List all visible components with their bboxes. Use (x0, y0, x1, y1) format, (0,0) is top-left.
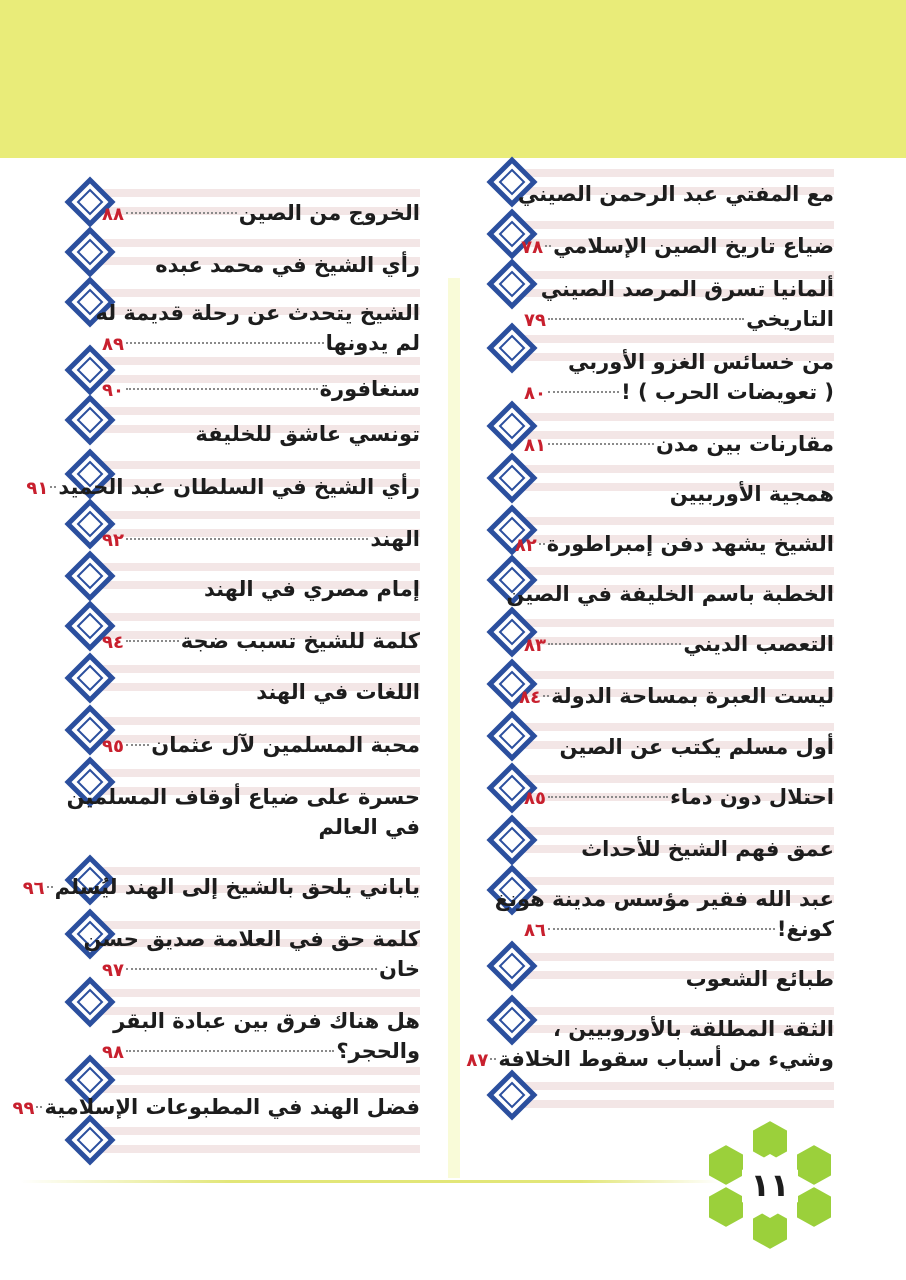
stripe-band (84, 665, 420, 673)
leader-dots (126, 538, 368, 540)
toc-entry-title: وشيء من أسباب سقوط الخلافة (498, 1047, 834, 1071)
leader-dots (543, 695, 549, 697)
toc-entry-title: خان (379, 957, 420, 981)
toc-page-number: ٩٧ (102, 960, 124, 981)
toc-entry-title: ( تعويضات الحرب ) ! (621, 380, 834, 404)
leader-dots (36, 1106, 42, 1108)
leader-dots (548, 318, 744, 320)
toc-entry-title: ضياع تاريخ الصين الإسلامي (553, 234, 834, 258)
toc-entry-lead-line (102, 954, 420, 986)
toc-entry-lead-line (102, 328, 420, 360)
toc-entry-lead-line (524, 429, 834, 461)
leader-dots (126, 342, 324, 344)
diamond-bullet-icon (68, 1118, 112, 1162)
stripe-band (84, 1067, 420, 1075)
toc-entry[interactable] (102, 626, 420, 658)
stripe-band (84, 769, 420, 777)
leader-dots (126, 640, 179, 642)
toc-entry-title: همجية الأوربيين (669, 482, 834, 506)
toc-entry[interactable] (524, 834, 834, 864)
toc-page-number: ٩١ (26, 478, 49, 499)
toc-entry-lead-line (524, 377, 834, 409)
stripe-band (506, 953, 834, 961)
toc-entry[interactable] (524, 274, 834, 336)
stripe-band (506, 723, 834, 731)
toc-entry-title: الشيخ يشهد دفن إمبراطورة (546, 532, 834, 556)
toc-entry[interactable] (22, 872, 420, 904)
stripe-band (506, 169, 834, 177)
top-color-band (0, 0, 906, 158)
toc-page-number: ٨٨ (102, 204, 124, 225)
toc-entry-lead-line (514, 529, 834, 561)
toc-page-number: ٨٤ (519, 687, 542, 708)
stripe-band (506, 1100, 834, 1108)
toc-entry[interactable] (102, 419, 420, 449)
toc-entry[interactable] (102, 677, 420, 707)
stripe-band (506, 413, 834, 421)
stripe-band (84, 717, 420, 725)
stripe-band (506, 517, 834, 525)
toc-page-number: ٩٥ (102, 736, 124, 757)
stripe-band (84, 1127, 420, 1135)
toc-entry[interactable] (494, 884, 834, 946)
toc-entry[interactable] (514, 529, 834, 561)
toc-entry-title: إمام مصري في الهند (203, 577, 420, 601)
toc-page-number: ٨٧ (466, 1050, 489, 1071)
toc-entry-title: طبائع الشعوب (685, 967, 834, 991)
toc-entry[interactable] (26, 472, 420, 504)
leader-dots (490, 1058, 496, 1060)
leader-dots (47, 886, 53, 888)
toc-entry-title: كلمة حق في العلامة صديق حسن (83, 927, 420, 951)
toc-entry-lead-line (26, 472, 420, 504)
toc-page-number: ٨٠ (524, 383, 546, 404)
toc-entry-title: لم يدونها (325, 331, 420, 355)
column-divider (448, 278, 460, 1178)
toc-entry[interactable] (524, 782, 834, 814)
toc-entry-title: حسرة على ضياع أوقاف المسلمين (66, 785, 420, 809)
toc-entry-title: والحجر؟ (336, 1039, 420, 1063)
toc-entry-title: رأي الشيخ في السلطان عبد الحميد (58, 475, 420, 499)
toc-page-number: ٩٠ (102, 380, 124, 401)
toc-page-number: ٨٥ (524, 788, 546, 809)
toc-entry-title: فضل الهند في المطبوعات الإسلامية (44, 1095, 420, 1119)
page-number-badge (690, 1110, 850, 1260)
leader-dots (126, 968, 377, 970)
toc-entry[interactable] (102, 730, 420, 762)
stripe-band (84, 189, 420, 197)
toc-page-number: ٨٦ (524, 920, 546, 941)
leader-dots (126, 744, 149, 746)
toc-page-number: ٩٨ (102, 1042, 124, 1063)
leader-dots (50, 486, 56, 488)
toc-entry[interactable] (524, 964, 834, 994)
stripe-band (84, 563, 420, 571)
leader-dots (539, 543, 545, 545)
leader-dots (126, 388, 318, 390)
toc-entry-title: كونغ! (776, 917, 834, 941)
toc-entry[interactable] (524, 429, 834, 461)
stripe-band (84, 461, 420, 469)
toc-entry-lead-line (22, 872, 420, 904)
bottom-rule (20, 1180, 720, 1183)
toc-entry-title: محبة المسلمين لآل عثمان (151, 733, 420, 757)
toc-entry[interactable] (102, 374, 420, 406)
toc-entry-title: عبد الله فقير مؤسس مدينة هونغ (494, 887, 834, 911)
toc-entry[interactable] (95, 298, 420, 360)
toc-entry[interactable] (83, 924, 420, 986)
toc-entry[interactable] (521, 231, 834, 263)
stripe-band (506, 619, 834, 627)
toc-entry-title: عمق فهم الشيخ للأحداث (581, 837, 834, 861)
toc-entry-lead-line (524, 782, 834, 814)
stripe-band (506, 465, 834, 473)
toc-entry[interactable] (102, 574, 420, 604)
stripe-band (84, 989, 420, 997)
toc-page-number: ٨٢ (514, 535, 537, 556)
toc-entry-title: ألمانيا تسرق المرصد الصيني (540, 277, 834, 301)
toc-page-number: ٧٩ (524, 310, 546, 331)
stripe-band (506, 671, 834, 679)
toc-entry-lead-line (519, 681, 834, 713)
leader-dots (545, 245, 551, 247)
toc-page-number: ٨٩ (102, 334, 124, 355)
stripe-band (84, 239, 420, 247)
toc-entry[interactable] (524, 479, 834, 509)
toc-entry[interactable] (519, 681, 834, 713)
toc-entry-title: هل هناك فرق بين عبادة البقر (113, 1009, 420, 1033)
toc-entry-title: أول مسلم يكتب عن الصين (559, 735, 834, 759)
stripe-band (84, 613, 420, 621)
toc-entry[interactable] (506, 579, 834, 609)
toc-page-number: ٩٤ (102, 632, 124, 653)
toc-entry-title: التعصب الديني (683, 632, 834, 656)
toc-entry[interactable] (524, 629, 834, 661)
leader-dots (548, 391, 619, 393)
stripe-band (84, 407, 420, 415)
toc-entry-lead-line (102, 524, 420, 556)
stripe-band (84, 1145, 420, 1153)
toc-entry-title: مقارنات بين مدن (656, 432, 834, 456)
toc-entry-title: الشيخ يتحدث عن رحلة قديمة له (95, 301, 420, 325)
toc-entry[interactable] (524, 732, 834, 762)
leader-dots (126, 212, 237, 214)
toc-entry-lead-line (524, 629, 834, 661)
leader-dots (548, 928, 775, 930)
toc-entry-title: سنغافورة (319, 377, 420, 401)
stripe-band (506, 567, 834, 575)
toc-entry-title: تونسي عاشق للخليفة (195, 422, 420, 446)
toc-entry[interactable] (524, 347, 834, 409)
toc-entry-title: الهند (370, 527, 420, 551)
leader-dots (548, 443, 654, 445)
leader-dots (548, 796, 668, 798)
toc-page-number: ٨٣ (524, 635, 546, 656)
toc-entry-title: في العالم (318, 815, 420, 839)
toc-entry-lead-line (521, 231, 834, 263)
toc-entry[interactable] (466, 1014, 834, 1076)
toc-entry-lead-line (524, 304, 834, 336)
toc-entry[interactable] (517, 179, 834, 209)
toc-page-number: ٨١ (524, 435, 546, 456)
toc-entry-title: مع المفتي عبد الرحمن الصيني (517, 182, 834, 206)
toc-entry-lead-line (102, 198, 420, 230)
toc-entry[interactable] (102, 1006, 420, 1068)
toc-entry-title: احتلال دون دماء (670, 785, 834, 809)
toc-page-number: ٩٢ (102, 530, 124, 551)
toc-entry-title: اللغات في الهند (256, 680, 420, 704)
toc-entry-title: رأي الشيخ في محمد عبده (155, 253, 420, 277)
toc-entry-lead-line (102, 626, 420, 658)
toc-entry-title: الثقة المطلقة بالأوروبيين ، (553, 1017, 834, 1041)
stripe-band (506, 1082, 834, 1090)
toc-entry-title: كلمة للشيخ تسبب ضجة (180, 629, 420, 653)
toc-entry-title: التاريخي (746, 307, 834, 331)
toc-entry-title: ليست العبرة بمساحة الدولة (551, 684, 834, 708)
stripe-band (84, 289, 420, 297)
toc-entry-title: من خسائس الغزو الأوربي (568, 350, 834, 374)
stripe-band (84, 511, 420, 519)
toc-entry-lead-line (12, 1092, 420, 1124)
page-number: ١١ (750, 1166, 790, 1204)
toc-entry[interactable] (102, 524, 420, 556)
stripe-band (506, 221, 834, 229)
leader-dots (126, 1050, 334, 1052)
toc-entry-lead-line (524, 914, 834, 946)
stripe-band (506, 335, 834, 343)
toc-entry-lead-line (102, 374, 420, 406)
diamond-bullet-icon (490, 1073, 534, 1117)
toc-page-number: ٧٨ (521, 237, 544, 258)
toc-page-number: ٩٩ (12, 1098, 35, 1119)
leader-dots (548, 643, 681, 645)
toc-entry[interactable] (66, 782, 420, 842)
toc-entry-title: الخطبة باسم الخليفة في الصين (506, 582, 834, 606)
toc-page-number: ٩٦ (22, 878, 45, 899)
toc-entry-lead-line (102, 730, 420, 762)
toc-entry-lead-line (466, 1044, 834, 1076)
toc-entry-title: ياباني يلحق بالشيخ إلى الهند ليُسلم (54, 875, 420, 899)
toc-entry-lead-line (102, 1036, 420, 1068)
toc-entry[interactable] (12, 1092, 420, 1124)
toc-entry[interactable] (102, 250, 420, 280)
toc-entry[interactable] (102, 198, 420, 230)
toc-entry-title: الخروج من الصين (238, 201, 420, 225)
